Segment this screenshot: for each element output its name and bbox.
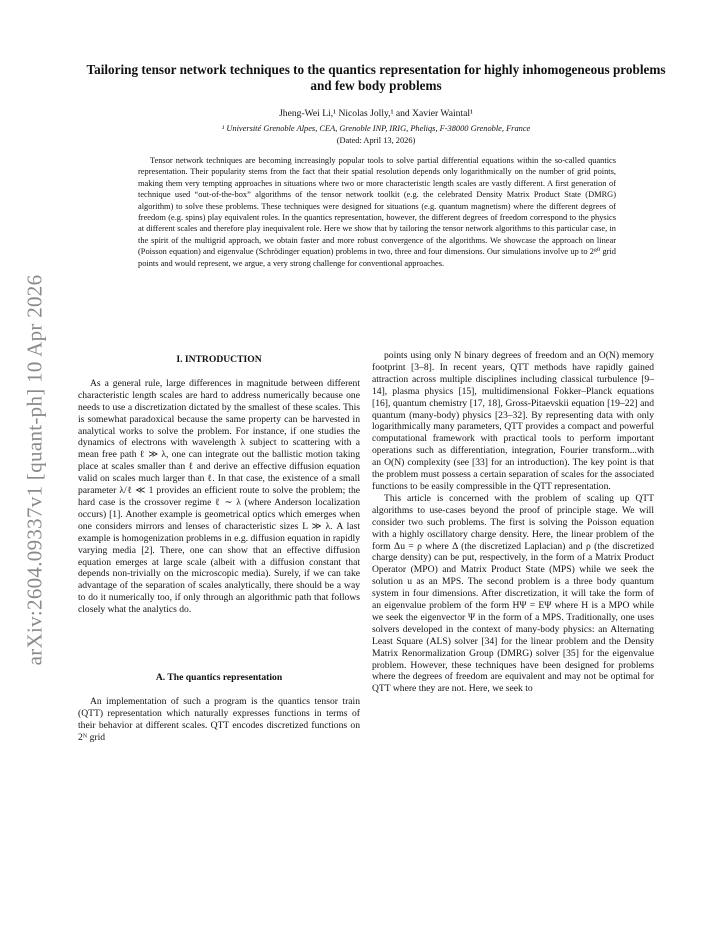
author-list: Jheng-Wei Li,¹ Nicolas Jolly,¹ and Xavier Waintal¹	[279, 108, 473, 119]
left-column	[78, 350, 360, 744]
paper-title: Tailoring tensor network techniques to the quantics representation for highly inhomogeneous problems and few body problems	[86, 62, 666, 93]
qtt-paragraph: points using only N binary degrees of freedom and an O(N) memory footprint [3–8]. In recent years, QTT methods have rapidly gained attraction across multiple disciplines including classical turbulence [9–14], plasma physics [15], multidimensional Fokker–Planck equations [16], quantum chemistry [17, 18], Gross-Pitaevskii equation [19–22] and quantum (many-body) physics [23–32]. By representing data with only logarithmically many parameters, QTT provides a compact and powerful computational framework with practical tools to perform important operations such as differentiation, integration, Fourier transform...with an O(N) complexity (see [33] for an introduction). The key point is that the problem must possess a certain separation of scales for the associated functions to be easily compressible in the QTT representation.	[372, 350, 654, 492]
right-column	[372, 350, 654, 695]
arxiv-sidebar	[10, 250, 60, 690]
affiliation: ¹ Université Grenoble Alpes, CEA, Grenoble INP, IRIG, Pheliqs, F-38000 Grenoble, France	[221, 124, 531, 133]
section-heading-introduction: I. INTRODUCTION	[176, 354, 262, 365]
quantics-paragraph: An implementation of such a program is the quantics tensor train (QTT) representation which naturally expresses functions in terms of their behavior at different scales. QTT encodes discretized functions on 2ᴺ grid	[78, 695, 360, 743]
date-line: (Dated: April 13, 2026)	[336, 136, 416, 145]
abstract: Tensor network techniques are becoming increasingly popular tools to solve partial differential equations within the so-called quantics representation. Their popularity stems from the fact that their spatial resolution depends only logarithmically on the number of grid points, making them very tempting approaches in situations where two or more characteristic length scales are vastly different. A first generation of technique used “out-of-the-box” algorithms of the tensor network toolkit (e.g. the celebrated Density Matrix Product State (DMRG) algorithm) to solve these problems. These techniques were designed for situations (e.g. quantum magnetism) where the different degrees of freedom (e.g. spins) play equivalent roles. In the quantics representation, however, the different degrees of freedom correspond to the physics at different scales and therefore play inequivalent role. Here we show that by tailoring the tensor network algorithms to this particular case, in the spirit of the multigrid approach, we obtain faster and more robust convergence of the algorithms. We showcase the approach on linear (Poisson equation) and eigenvalue (Schrödinger equation) problems in two, three and four dimensions. Our simulations involve up to 2⁸⁰ grid points and would represent, we argue, a very strong challenge for conventional approaches.	[138, 156, 616, 268]
intro-paragraph: As a general rule, large differences in magnitude between different characteristic length scales are hard to address numerically because one needs to use a discretization dictated by the smallest of these scales. This is somewhat paradoxical because the same property can be harvested in analytical works to solve the problem. For instance, if one studies the dynamics of electrons with wavelength λ subject to scattering with a mean free path ℓ ≫ λ, one can integrate out the ballistic motion taking place at scales smaller than ℓ and derive an effective diffusion equation valid on scales much larger than ℓ. In that case, the existence of a small parameter λ/ℓ ≪ 1 provides an efficient route to solve the problem; the hard case is the crossover regime ℓ ∼ λ (where Anderson localization occurs) [1]. Another example is geometrical optics which emerges when one considers mirrors and lenses of characteristic sizes L ≫ λ. A last example is homogenization problems in e.g. diffusion equation in rapidly varying media [2]. There, one can show that an effective diffusion equation emerges at large scale (albeit with a diffusion constant that depends non-trivially on the microscopic media). Surely, if we can take advantage of the separation of scales analytically, there should be a way to do it numerically too, if only through an algorithmic path that follows closely what the analytics do.	[78, 377, 360, 616]
subsection-heading-quantics: A. The quantics representation	[155, 672, 283, 684]
arxiv-identifier: arXiv:2604.09337v1 [quant-ph] 10 Apr 2026	[22, 274, 47, 666]
scope-paragraph: This article is concerned with the problem of scaling up QTT algorithms to use-cases beyond the proof of principle stage. We will consider two such problems. The first is solving the Poisson equation with a highly oscillatory charge density. Here, the linear problem of the form Δu = ρ where Δ (the discretized Laplacian) and ρ (the discretized charge density) can be put, respectively, in the form of a Matrix Product Operator (MPO) and Matrix Product State (MPS) while we seek the solution u as an MPS. The second problem is a three body quantum system in four dimensions. After discretization, it will take the form of an eigenvalue problem of the form HΨ = EΨ where H is a MPO while we seek the eigenvector Ψ in the form of a MPS. Traditionally, one uses solvers developed in the context of many-body physics: an Alternating Least Square (ALS) solver [34] for the linear problem and the Density Matrix Renormalization Group (DMRG) solver [35] for the eigenvalue problem. However, these techniques have been designed for problems where the degrees of freedom are equivalent and may not be optimal for QTT where they are not. Here, we seek to	[372, 492, 654, 695]
